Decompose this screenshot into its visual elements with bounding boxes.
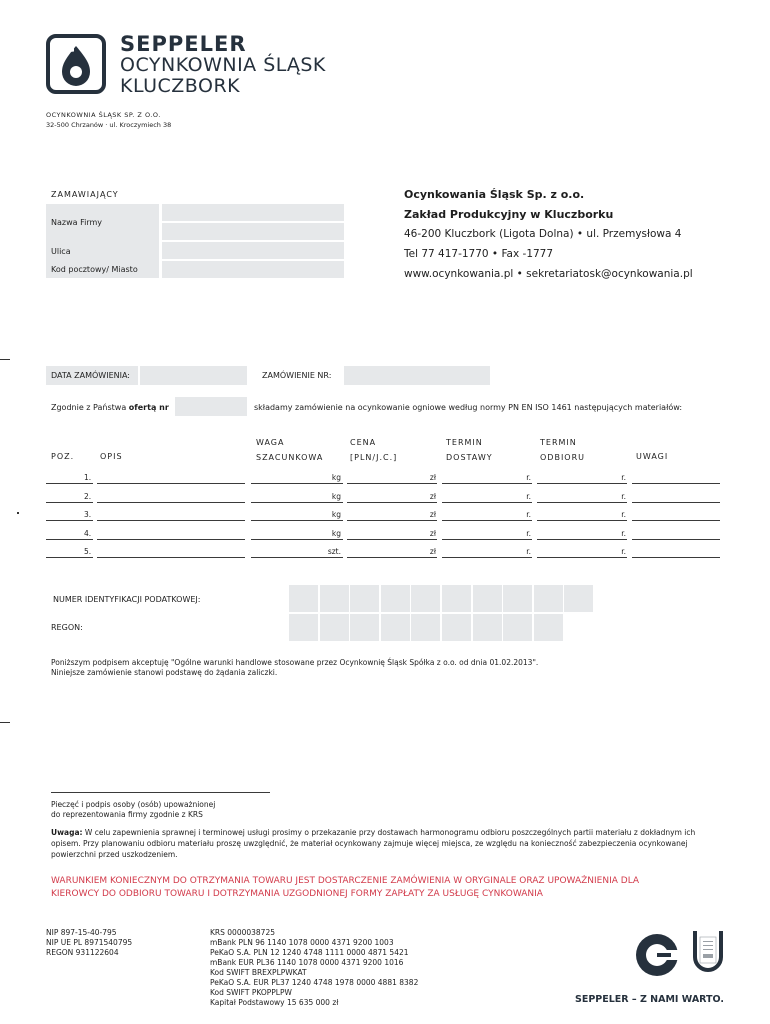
- header-poz: POZ.: [51, 452, 75, 461]
- footer-swift-2: Kod SWIFT PKOPPLPW: [210, 988, 292, 997]
- nip-digit-box[interactable]: [442, 585, 471, 612]
- certification-logo-1: [634, 932, 680, 978]
- row-waga-field[interactable]: [251, 483, 343, 484]
- footer-krs: KRS 0000038725: [210, 928, 275, 937]
- header-waga-1: WAGA: [256, 438, 285, 447]
- street-field[interactable]: [162, 242, 344, 259]
- company-name-label: Nazwa Firmy: [51, 218, 102, 227]
- footer-capital: Kapitał Podstawowy 15 635 000 zł: [210, 998, 339, 1007]
- row-odbioru-field[interactable]: [537, 520, 627, 521]
- header-dostawy: [446, 435, 493, 465]
- footer-swift-1: Kod SWIFT BREXPLPWKAT: [210, 968, 307, 977]
- header-dostawy-1: TERMIN: [446, 438, 483, 447]
- row-waga-field[interactable]: [251, 520, 343, 521]
- order-number-field[interactable]: [344, 366, 490, 385]
- offer-bold-text: ofertą nr: [128, 403, 169, 412]
- row-cena-field[interactable]: [347, 483, 437, 484]
- header-uwagi: UWAGI: [636, 452, 669, 461]
- row-dostawy-field[interactable]: [442, 539, 532, 540]
- regon-digit-box[interactable]: [350, 614, 379, 641]
- row-opis-field[interactable]: [97, 483, 245, 484]
- note-line-2: opisem. Przy planowaniu odbioru materiału proszę uwzględnić, że materiał ocynkowany zajmuje więcej miejsca, ze względu na konieczność zabezpieczenia ocynkowanej: [51, 839, 688, 848]
- order-number-label: ZAMÓWIENIE NR:: [262, 371, 332, 380]
- contact-phone: Tel 77 417-1770 • Fax -1777: [404, 248, 554, 260]
- offer-prefix-text: Zgodnie z Państwa: [51, 403, 129, 412]
- footer-bank-4: PeKaO S.A. EUR PL37 1240 4748 1978 0000 4881 8382: [210, 978, 419, 987]
- regon-digit-box[interactable]: [289, 614, 318, 641]
- footer-bank-2: PeKaO S.A. PLN 12 1240 4748 1111 0000 4871 5421: [210, 948, 409, 957]
- row-currency: zł: [429, 492, 436, 501]
- row-cena-field[interactable]: [347, 539, 437, 540]
- row-num-line: [46, 557, 93, 558]
- contact-web: www.ocynkowania.pl • sekretariatosk@ocynkowania.pl: [404, 268, 693, 280]
- footer-left: [46, 928, 132, 958]
- row-uwagi-field[interactable]: [632, 539, 720, 540]
- row-uwagi-field[interactable]: [632, 483, 720, 484]
- nip-label: NUMER IDENTYFIKACJI PODATKOWEJ:: [53, 595, 201, 604]
- row-number: 1.: [84, 473, 92, 482]
- offer-suffix: składamy zamówienie na ocynkowanie ogniowe według normy PN EN ISO 1461 następujących materiałów:: [254, 403, 683, 412]
- postal-field[interactable]: [162, 261, 344, 278]
- nip-digit-box[interactable]: [381, 585, 410, 612]
- signature-caption-2: do reprezentowania firmy zgodnie z KRS: [51, 810, 203, 819]
- row-waga-field[interactable]: [251, 557, 343, 558]
- contact-address: 46-200 Kluczbork (Ligota Dolna) • ul. Przemysłowa 4: [404, 228, 682, 240]
- note-line-1: [51, 828, 695, 838]
- row-year-2: r.: [621, 529, 626, 538]
- terms-line-2: Niniejsze zamówienie stanowi podstawę do żądania zaliczki.: [51, 668, 278, 677]
- nip-digit-box[interactable]: [289, 585, 318, 612]
- company-name-field-1[interactable]: [162, 204, 344, 221]
- fold-mark-top: [0, 359, 10, 360]
- header-waga-2: SZACUNKOWA: [256, 453, 324, 462]
- order-date-field[interactable]: [140, 366, 247, 385]
- header-odbioru: [540, 435, 585, 465]
- postal-label: Kod pocztowy/ Miasto: [51, 265, 138, 274]
- row-dostawy-field[interactable]: [442, 520, 532, 521]
- row-opis-field[interactable]: [97, 539, 245, 540]
- footer-bank-1: mBank PLN 96 1140 1078 0000 4371 9200 1003: [210, 938, 394, 947]
- brand-name: SEPPELER: [120, 32, 247, 56]
- regon-digit-box[interactable]: [503, 614, 532, 641]
- row-odbioru-field[interactable]: [537, 483, 627, 484]
- row-number: 4.: [84, 529, 92, 538]
- warning-line-1: WARUNKIEM KONIECZNYM DO OTRZYMANIA TOWARU JEST DOSTARCZENIE ZAMÓWIENIA W ORYGINALE ORAZ UPOWAŻNIENIA DLA: [51, 876, 640, 886]
- header-dostawy-2: DOSTAWY: [446, 453, 493, 462]
- row-unit: kg: [331, 529, 341, 538]
- regon-label: REGON:: [51, 623, 83, 632]
- row-num-line: [46, 483, 93, 484]
- nip-digit-box[interactable]: [350, 585, 379, 612]
- fold-mark-bottom: [0, 722, 10, 723]
- offer-prefix: [51, 403, 169, 412]
- row-opis-field[interactable]: [97, 557, 245, 558]
- certification-logo-2: [692, 929, 724, 973]
- row-currency: zł: [429, 529, 436, 538]
- regon-digit-box[interactable]: [381, 614, 410, 641]
- contact-plant: Zakład Produkcyjny w Kluczborku: [404, 208, 614, 221]
- warning-line-2: KIEROWCY DO ODBIORU TOWARU I DOTRZYMANIA UZGODNIONEJ FORMY ZAPŁATY ZA USŁUGĘ CYNKOWANIA: [51, 889, 543, 899]
- contact-company: Ocynkowania Śląsk Sp. z o.o.: [404, 188, 585, 201]
- row-year-1: r.: [526, 510, 531, 519]
- row-dostawy-field[interactable]: [442, 483, 532, 484]
- nip-digit-box[interactable]: [320, 585, 349, 612]
- row-number: 5.: [84, 547, 92, 556]
- row-year-1: r.: [526, 473, 531, 482]
- row-year-2: r.: [621, 547, 626, 556]
- row-number: 3.: [84, 510, 92, 519]
- row-unit: kg: [331, 510, 341, 519]
- header-odbioru-1: TERMIN: [540, 438, 577, 447]
- row-dostawy-field[interactable]: [442, 502, 532, 503]
- row-opis-field[interactable]: [97, 520, 245, 521]
- brand-line3: KLUCZBORK: [120, 75, 241, 97]
- order-date-label: DATA ZAMÓWIENIA:: [51, 371, 130, 380]
- header-cena-2: [PLN/J.C.]: [350, 453, 398, 462]
- header-opis: OPIS: [100, 452, 123, 461]
- signature-line: [51, 792, 270, 793]
- row-cena-field[interactable]: [347, 557, 437, 558]
- footer-nip: NIP 897-15-40-795: [46, 928, 117, 937]
- row-currency: zł: [429, 510, 436, 519]
- row-currency: zł: [429, 547, 436, 556]
- row-odbioru-field[interactable]: [537, 502, 627, 503]
- note-line-3: powierzchni przed uszkodzeniem.: [51, 850, 178, 859]
- company-logo: [46, 34, 106, 94]
- row-waga-field[interactable]: [251, 502, 343, 503]
- row-uwagi-field[interactable]: [632, 502, 720, 503]
- row-year-1: r.: [526, 492, 531, 501]
- signature-caption-1: Pieczęć i podpis osoby (osób) upoważnionej: [51, 800, 216, 809]
- row-currency: zł: [429, 473, 436, 482]
- note-bold: Uwaga:: [51, 828, 83, 837]
- offer-number-field[interactable]: [175, 397, 247, 416]
- footer-nip-ue: NIP UE PL 8971540795: [46, 938, 133, 947]
- row-unit: kg: [331, 473, 341, 482]
- address-small: 32-500 Chrzanów · ul. Kroczymiech 38: [46, 121, 172, 129]
- row-cena-field[interactable]: [347, 502, 437, 503]
- row-uwagi-field[interactable]: [632, 520, 720, 521]
- row-dostawy-field[interactable]: [442, 557, 532, 558]
- row-num-line: [46, 520, 93, 521]
- row-year-2: r.: [621, 473, 626, 482]
- row-year-1: r.: [526, 529, 531, 538]
- regon-digit-box[interactable]: [442, 614, 471, 641]
- orderer-title: ZAMAWIAJĄCY: [51, 190, 119, 199]
- header-odbioru-2: ODBIORU: [540, 453, 586, 462]
- header-cena: [350, 435, 397, 465]
- punch-mark: [17, 512, 19, 514]
- nip-digit-box[interactable]: [564, 585, 593, 612]
- row-year-2: r.: [621, 492, 626, 501]
- regon-digit-box[interactable]: [320, 614, 349, 641]
- nip-digit-box[interactable]: [534, 585, 563, 612]
- row-num-line: [46, 502, 93, 503]
- row-unit: szt.: [327, 547, 341, 556]
- note-text-1: W celu zapewnienia sprawnej i terminowej usługi prosimy o przekazanie przy dostawach harmonogramu odbioru poszczególnych partii materiału z dokładnym ich: [82, 828, 696, 837]
- regon-digit-box[interactable]: [411, 614, 440, 641]
- header-waga: [256, 435, 323, 465]
- regon-digit-box[interactable]: [473, 614, 502, 641]
- company-small: OCYNKOWNIA ŚLĄSK SP. Z O.O.: [46, 111, 161, 119]
- row-number: 2.: [84, 492, 92, 501]
- nip-digit-box[interactable]: [411, 585, 440, 612]
- row-uwagi-field[interactable]: [632, 557, 720, 558]
- company-name-field-2[interactable]: [162, 223, 344, 240]
- header-cena-1: CENA: [350, 438, 377, 447]
- row-opis-field[interactable]: [97, 502, 245, 503]
- nip-digit-box[interactable]: [503, 585, 532, 612]
- terms-line-1: Poniższym podpisem akceptuję "Ogólne warunki handlowe stosowane przez Ocynkownię Śląsk Spółka z o.o. od dnia 01.02.2013".: [51, 658, 539, 667]
- brand-line2: OCYNKOWNIA ŚLĄSK: [120, 54, 326, 76]
- row-odbioru-field[interactable]: [537, 539, 627, 540]
- row-year-1: r.: [526, 547, 531, 556]
- row-waga-field[interactable]: [251, 539, 343, 540]
- regon-digit-box[interactable]: [534, 614, 563, 641]
- nip-digit-box[interactable]: [473, 585, 502, 612]
- row-year-2: r.: [621, 510, 626, 519]
- slogan: SEPPELER – Z NAMI WARTO.: [575, 994, 725, 1005]
- row-unit: kg: [331, 492, 341, 501]
- footer-regon: REGON 931122604: [46, 948, 119, 957]
- footer-bank-3: mBank EUR PL36 1140 1078 0000 4371 9200 1016: [210, 958, 404, 967]
- street-label: Ulica: [51, 247, 71, 256]
- row-num-line: [46, 539, 93, 540]
- footer-right: [210, 928, 418, 1008]
- row-cena-field[interactable]: [347, 520, 437, 521]
- row-odbioru-field[interactable]: [537, 557, 627, 558]
